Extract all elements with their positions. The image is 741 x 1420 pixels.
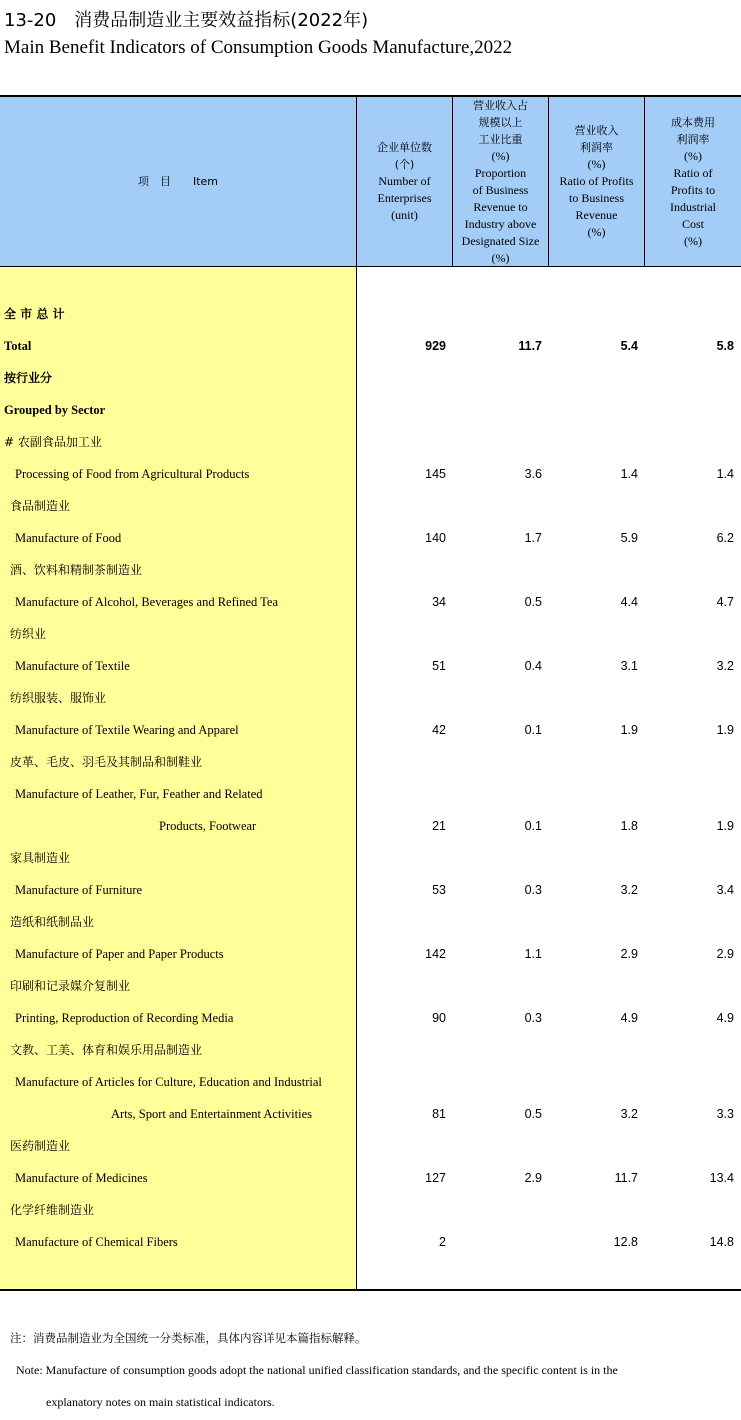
row-label: Arts, Sport and Entertainment Activities [111, 1107, 313, 1121]
table-row [0, 938, 741, 970]
table-row [0, 714, 741, 746]
table-row [0, 1002, 741, 1034]
enterprises-value: 140 [425, 531, 446, 545]
header-line: (%) [684, 233, 702, 248]
profit-ratio-cost-value: 4.7 [716, 595, 734, 609]
row-label: # 农副食品加工业 [4, 435, 102, 449]
header-line: 规模以上 [478, 115, 523, 129]
header-line: Ratio of Profits [559, 174, 634, 188]
profit-ratio-cost-value: 4.9 [716, 1011, 734, 1025]
row-label: Manufacture of Alcohol, Beverages and Refined Tea [15, 595, 279, 609]
note-en-line2: explanatory notes on main statistical indicators. [46, 1395, 275, 1409]
table-bottom-rule [0, 1289, 741, 1291]
revenue-proportion-value: 0.5 [524, 1107, 542, 1121]
header-line: Designated Size [461, 233, 540, 248]
row-label: 文教、工美、体育和娱乐用品制造业 [10, 1043, 203, 1057]
header-line: Proportion [474, 165, 527, 180]
table-row [0, 1098, 741, 1130]
table-row [0, 970, 741, 1002]
table-title-en: Main Benefit Indicators of Consumption Goods Manufacture,2022 [4, 37, 513, 58]
profit-ratio-cost-value: 1.9 [716, 819, 734, 833]
table-row [0, 1226, 741, 1258]
profit-ratio-cost-value: 14.8 [709, 1235, 734, 1249]
table-row [0, 1066, 741, 1098]
row-label: 酒、饮料和精制茶制造业 [10, 563, 143, 577]
header-line: 工业比重 [478, 132, 523, 146]
header-line: 营业收入 [574, 124, 619, 137]
enterprises-value: 127 [425, 1171, 446, 1185]
profit-ratio-revenue-value: 3.2 [620, 1107, 638, 1121]
header-line: of Business [472, 182, 529, 197]
header-line: (%) [491, 148, 510, 163]
profit-ratio-revenue-value: 3.2 [620, 883, 638, 897]
row-label: Manufacture of Paper and Paper Products [15, 947, 224, 961]
row-label: 按行业分 [4, 371, 53, 385]
header-line: Cost [681, 216, 704, 231]
profit-ratio-cost-value: 3.2 [716, 659, 734, 673]
table-row [0, 458, 741, 490]
profit-ratio-cost-value: 1.4 [716, 467, 734, 481]
header-line: (个) [394, 158, 415, 171]
table-row [0, 426, 741, 458]
header-line: Profits to [670, 182, 716, 197]
row-label: 食品制造业 [10, 499, 71, 513]
profit-ratio-revenue-value: 5.9 [620, 531, 638, 545]
revenue-proportion-value: 2.9 [524, 1171, 542, 1185]
row-label: 家具制造业 [10, 851, 71, 865]
table-row [0, 394, 741, 426]
row-label: Printing, Reproduction of Recording Media [15, 1011, 234, 1025]
header-profit-ratio-cost [645, 97, 741, 266]
row-label: Grouped by Sector [4, 403, 106, 417]
row-label: 皮革、毛皮、羽毛及其制品和制鞋业 [10, 755, 203, 769]
table-row [0, 618, 741, 650]
table-title-cn: 13-20 消费品制造业主要效益指标(2022年) [4, 10, 369, 31]
header-item-label: 项 目 Item [137, 175, 219, 188]
enterprises-value: 51 [432, 659, 446, 673]
row-label: Manufacture of Articles for Culture, Education and Industrial [15, 1075, 322, 1089]
profit-ratio-cost-value: 13.4 [709, 1171, 734, 1185]
profit-ratio-revenue-value: 4.4 [620, 595, 638, 609]
header-line: 利润率 [580, 141, 613, 154]
enterprises-value: 145 [425, 467, 446, 481]
header-line: Revenue [575, 208, 618, 222]
header-line: (unit) [391, 208, 418, 222]
header-line: to Business [568, 191, 624, 205]
row-label: Manufacture of Chemical Fibers [15, 1235, 178, 1249]
header-profit-ratio-revenue [549, 97, 644, 266]
header-revenue-proportion [453, 97, 548, 266]
profit-ratio-revenue-value: 2.9 [620, 947, 638, 961]
header-line: Ratio of [673, 165, 713, 180]
header-line: (%) [684, 148, 702, 163]
profit-ratio-cost-value: 3.3 [716, 1107, 734, 1121]
column-divider [548, 97, 549, 266]
profit-ratio-revenue-value: 1.9 [620, 723, 638, 737]
header-line: 成本费用 [671, 115, 715, 129]
row-label: Products, Footwear [159, 819, 257, 833]
header-item [0, 97, 356, 266]
table-row [0, 554, 741, 586]
revenue-proportion-value: 0.1 [524, 723, 542, 737]
revenue-proportion-value: 11.7 [518, 339, 542, 353]
row-label: 印刷和记录媒介复制业 [10, 979, 131, 993]
enterprises-value: 142 [425, 947, 446, 961]
enterprises-value: 2 [439, 1235, 446, 1249]
header-enterprises [357, 97, 452, 266]
table-row [0, 490, 741, 522]
revenue-proportion-value: 1.7 [524, 531, 542, 545]
profit-ratio-cost-value: 3.4 [716, 883, 734, 897]
row-label: Manufacture of Textile Wearing and Apparel [15, 723, 239, 737]
table-row [0, 362, 741, 394]
row-label: Manufacture of Medicines [15, 1171, 148, 1185]
enterprises-value: 81 [432, 1107, 446, 1121]
revenue-proportion-value: 3.6 [524, 467, 542, 481]
column-divider [452, 97, 453, 266]
table-row [0, 650, 741, 682]
profit-ratio-revenue-value: 1.8 [620, 819, 638, 833]
profit-ratio-cost-value: 1.9 [716, 723, 734, 737]
header-line: Industrial [670, 199, 716, 214]
enterprises-value: 34 [432, 595, 446, 609]
table-row [0, 842, 741, 874]
row-label: 医药制造业 [10, 1139, 71, 1153]
row-label: 化学纤维制造业 [10, 1203, 95, 1217]
enterprises-value: 53 [432, 883, 446, 897]
table-row [0, 1034, 741, 1066]
enterprises-value: 21 [432, 819, 446, 833]
enterprises-value: 90 [432, 1011, 446, 1025]
profit-ratio-revenue-value: 3.1 [620, 659, 638, 673]
enterprises-value: 929 [425, 339, 446, 353]
row-label: Manufacture of Food [15, 531, 122, 545]
note-cn: 注：消费品制造业为全国统一分类标准，具体内容详见本篇指标解释。 [10, 1331, 367, 1345]
column-divider [644, 97, 645, 266]
table-row [0, 810, 741, 842]
row-label: 纺织服装、服饰业 [10, 691, 107, 705]
revenue-proportion-value: 1.1 [524, 947, 542, 961]
header-line: 利润率 [676, 132, 710, 146]
table-row [0, 874, 741, 906]
note-en-line1: Note: Manufacture of consumption goods adopt the national unified classification standards, and the specific content is in the [16, 1363, 618, 1377]
revenue-proportion-value: 0.4 [524, 659, 542, 673]
header-line: Revenue to [473, 199, 528, 214]
row-label: Manufacture of Furniture [15, 883, 143, 897]
revenue-proportion-value: 0.5 [524, 595, 542, 609]
revenue-proportion-value: 0.1 [524, 819, 542, 833]
table-row [0, 682, 741, 714]
revenue-proportion-value: 0.3 [524, 883, 542, 897]
profit-ratio-cost-value: 6.2 [716, 531, 734, 545]
header-line: Enterprises [377, 191, 432, 205]
revenue-proportion-value: 0.3 [524, 1011, 542, 1025]
header-line: Number of [378, 174, 431, 188]
header-line: 营业收入占 [473, 98, 528, 112]
row-label: Total [4, 339, 32, 353]
table-row [0, 906, 741, 938]
table-row [0, 778, 741, 810]
row-label: 造纸和纸制品业 [10, 915, 95, 929]
table-row [0, 586, 741, 618]
header-line: (%) [491, 250, 510, 265]
row-label: 纺织业 [10, 627, 47, 641]
header-line: 企业单位数 [377, 141, 432, 154]
row-label: 全 市 总 计 [4, 307, 65, 321]
profit-ratio-revenue-value: 4.9 [620, 1011, 638, 1025]
table-row [0, 1194, 741, 1226]
profit-ratio-cost-value: 5.8 [716, 339, 734, 353]
row-label: Processing of Food from Agricultural Products [15, 467, 250, 481]
profit-ratio-revenue-value: 5.4 [620, 339, 638, 353]
table-row [0, 746, 741, 778]
header-line: (%) [587, 157, 606, 171]
row-label: Manufacture of Leather, Fur, Feather and Related [15, 787, 263, 801]
table-row [0, 1130, 741, 1162]
table-row [0, 522, 741, 554]
table-row [0, 330, 741, 362]
table-row [0, 1162, 741, 1194]
table-row [0, 298, 741, 330]
row-label: Manufacture of Textile [15, 659, 130, 673]
profit-ratio-cost-value: 2.9 [716, 947, 734, 961]
enterprises-value: 42 [432, 723, 446, 737]
header-line: (%) [587, 225, 606, 239]
profit-ratio-revenue-value: 1.4 [620, 467, 638, 481]
profit-ratio-revenue-value: 11.7 [614, 1171, 638, 1185]
profit-ratio-revenue-value: 12.8 [613, 1235, 638, 1249]
header-line: Industry above [464, 216, 537, 231]
